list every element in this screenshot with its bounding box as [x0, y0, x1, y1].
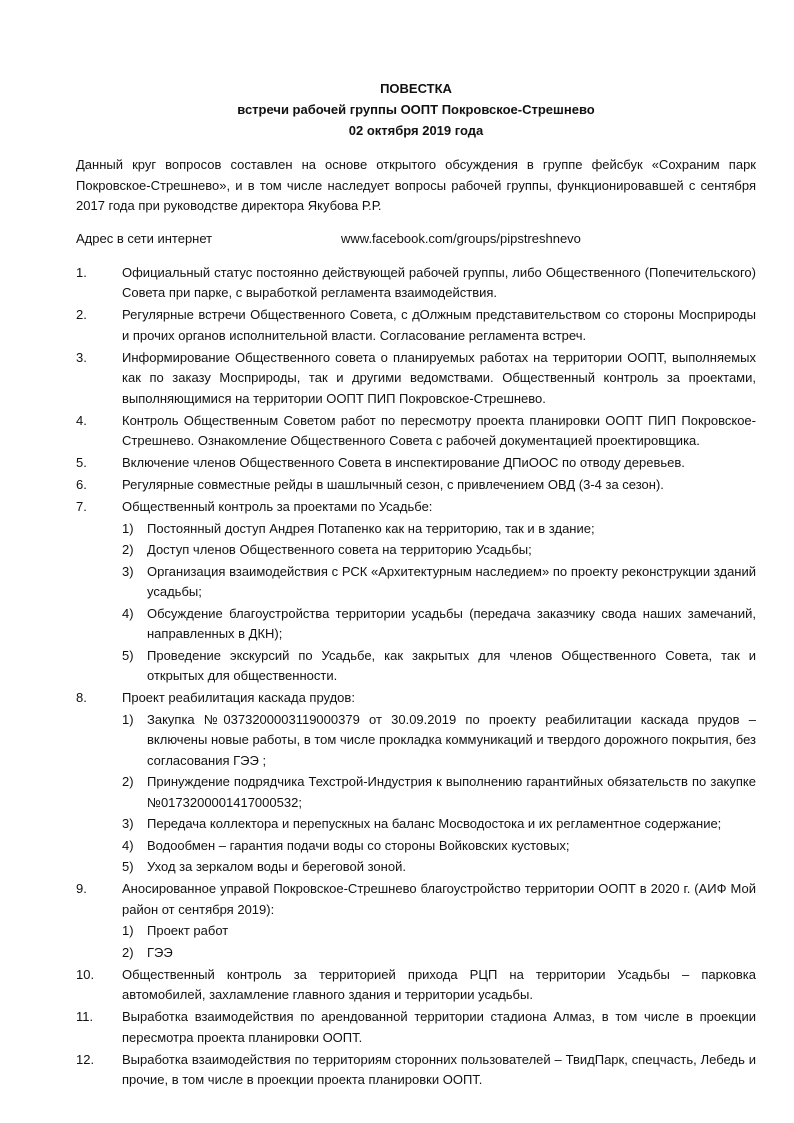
agenda-subitem [122, 540, 756, 561]
agenda-subitem [122, 710, 756, 772]
agenda-subitem-number: 2) [122, 774, 134, 789]
agenda-sublist [122, 710, 756, 878]
agenda-subitem-number: 2) [122, 944, 134, 960]
agenda-subitem [122, 772, 756, 813]
agenda-subitem-text: Проведение экскурсий по Усадьбе, как закрытых для членов Общественного Совета, так и открытых для общественности. [147, 647, 756, 683]
title-line-2: встречи рабочей группы ООПТ Покровское-Стрешнево [237, 102, 595, 117]
agenda-item [76, 411, 756, 452]
agenda-item [76, 305, 756, 346]
agenda-item-number: 9. [76, 881, 87, 896]
agenda-subitem [122, 814, 756, 835]
agenda-subitem [122, 857, 756, 878]
agenda-item [76, 453, 756, 474]
agenda-item-text: Контроль Общественным Советом работ по пересмотру проекта планировки ООПТ ПИП Покровское-Стрешнево. Ознакомление Общественного Совета с рабочей документацией проектировщика. [122, 412, 756, 448]
agenda-item-number: 3. [76, 349, 87, 365]
agenda-item-text: Регулярные совместные рейды в шашлычный сезон, с привлечением ОВД (3-4 за сезон). [122, 477, 664, 492]
document-title [76, 78, 756, 141]
agenda-subitem-text: Закупка №0373200003119000379 от 30.09.2019 по проекту реабилитации каскада прудов – включены новые работы, в том числе прокладка коммуникаций и твердого дорожного покрытия, без согласования ГЭЭ ; [147, 711, 756, 768]
agenda-item [76, 688, 756, 878]
agenda-item-text: Выработка взаимодействия по арендованной территории стадиона Алмаз, в том числе в проекции пересмотра проекта планировки ООПТ. [122, 1009, 756, 1045]
agenda-subitem-text: Передача коллектора и перепускных на баланс Мосводостока и их регламентное содержание; [147, 816, 722, 831]
agenda-subitem [122, 943, 756, 964]
agenda-subitem-text: Принуждение подрядчика Техстрой-Индустрия к выполнению гарантийных обязательств по закупке №0173200001417000532; [147, 774, 756, 810]
agenda-list [76, 263, 756, 1091]
agenda-subitem-text: Обсуждение благоустройства территории усадьбы (передача заказчику свода наших замечаний, направленных в ДКН); [147, 605, 756, 641]
agenda-item-text: Выработка взаимодействия по территориям сторонних пользователей – ТвидПарк, спецчасть, Лебедь и прочие, в том числе в проекции проекта планировки ООПТ. [122, 1051, 756, 1087]
agenda-subitem-text: Уход за зеркалом воды и береговой зоной. [147, 859, 406, 874]
title-line-3: 02 октября 2019 года [348, 123, 484, 138]
agenda-item-number: 2. [76, 307, 87, 322]
agenda-subitem [122, 562, 756, 603]
agenda-subitem-number: 5) [122, 647, 134, 663]
agenda-subitem-text: Проект работ [147, 923, 229, 938]
document-page [76, 78, 756, 1092]
address-line [76, 229, 756, 249]
agenda-subitem-text: Постоянный доступ Андрея Потапенко как на территорию, так и в здание; [147, 520, 595, 536]
agenda-item-number: 11. [76, 1009, 94, 1024]
agenda-item-number: 1. [76, 264, 87, 280]
agenda-subitem [122, 836, 756, 857]
agenda-item [76, 475, 756, 496]
agenda-subitem-number: 3) [122, 816, 134, 831]
agenda-subitem-number: 2) [122, 542, 134, 557]
agenda-subitem-number: 1) [122, 520, 134, 536]
agenda-subitem [122, 604, 756, 645]
agenda-subitem [122, 646, 756, 687]
agenda-subitem-text: Водообмен – гарантия подачи воды со стороны Войковских кустовых; [147, 837, 570, 853]
agenda-item-number: 6. [76, 477, 87, 492]
agenda-subitem-number: 5) [122, 859, 134, 874]
agenda-subitem-number: 1) [122, 923, 134, 938]
agenda-item [76, 1007, 756, 1048]
agenda-subitem-text: Организация взаимодействия с РСК «Архитектурным наследием» по проекту реконструкции зданий усадьбы; [147, 563, 756, 599]
agenda-item-number: 4. [76, 412, 87, 428]
agenda-item-number: 10. [76, 966, 95, 982]
agenda-subitem-number: 1) [122, 711, 134, 727]
address-url: www.facebook.com/groups/pipstreshnevo [341, 230, 581, 246]
agenda-item-text: Информирование Общественного совета о планируемых работах на территории ООПТ, выполняемых как по заказу Мосприроды, так и другими ведомствами. Общественный контроль за проектами, выполняющимися на территории ООПТ ПИП Покровское-Стрешнево. [122, 349, 756, 406]
agenda-item [76, 263, 756, 304]
agenda-subitem [122, 921, 756, 942]
agenda-item-number: 8. [76, 690, 87, 705]
agenda-item-text: Регулярные встречи Общественного Совета, с дОлжным представительством со стороны Мосприроды и прочих органов исполнительной власти. Согласование регламента встреч. [122, 307, 756, 343]
agenda-subitem-text: Доступ членов Общественного совета на территорию Усадьбы; [147, 542, 532, 557]
agenda-subitem-text: ГЭЭ [147, 944, 173, 960]
address-label: Адрес в сети интернет [76, 230, 213, 246]
agenda-subitem [122, 519, 756, 540]
agenda-subitem-number: 3) [122, 563, 134, 579]
agenda-item-number: 7. [76, 499, 87, 514]
agenda-item-text: Аносированное управой Покровское-Стрешнево благоустройство территории ООПТ в 2020 г. (АИФ Мой район от сентября 2019): [122, 881, 756, 917]
title-line-1: ПОВЕСТКА [380, 81, 452, 96]
agenda-item-text: Включение членов Общественного Совета в инспектирование ДПиООС по отводу деревьев. [122, 455, 685, 470]
agenda-item-text: Официальный статус постоянно действующей рабочей группы, либо Общественного (Попечительского) Совета при парке, с выработкой регламента взаимодействия. [122, 264, 756, 300]
agenda-item [76, 348, 756, 410]
agenda-subitem-number: 4) [122, 605, 134, 621]
agenda-item [76, 879, 756, 963]
agenda-item [76, 497, 756, 687]
agenda-item-text: Проект реабилитация каскада прудов: [122, 690, 355, 705]
agenda-item-text: Общественный контроль за территорией прихода РЦП на территории Усадьбы – парковка автомобилей, захламление главного здания и территории усадьбы. [122, 966, 756, 1002]
agenda-sublist [122, 519, 756, 687]
agenda-item [76, 965, 756, 1006]
agenda-item-text: Общественный контроль за проектами по Усадьбе: [122, 499, 433, 514]
agenda-item [76, 1050, 756, 1091]
agenda-item-number: 5. [76, 455, 87, 470]
agenda-sublist [122, 921, 756, 963]
agenda-item-number: 12. [76, 1051, 95, 1067]
intro-paragraph: Данный круг вопросов составлен на основе открытого обсуждения в группе фейсбук «Сохраним парк Покровское-Стрешнево», и в том числе наследует вопросы рабочей группы, функционировавшей с сентября 2017 года при руководстве директора Якубова Р.Р. [76, 157, 756, 213]
agenda-subitem-number: 4) [122, 837, 134, 853]
